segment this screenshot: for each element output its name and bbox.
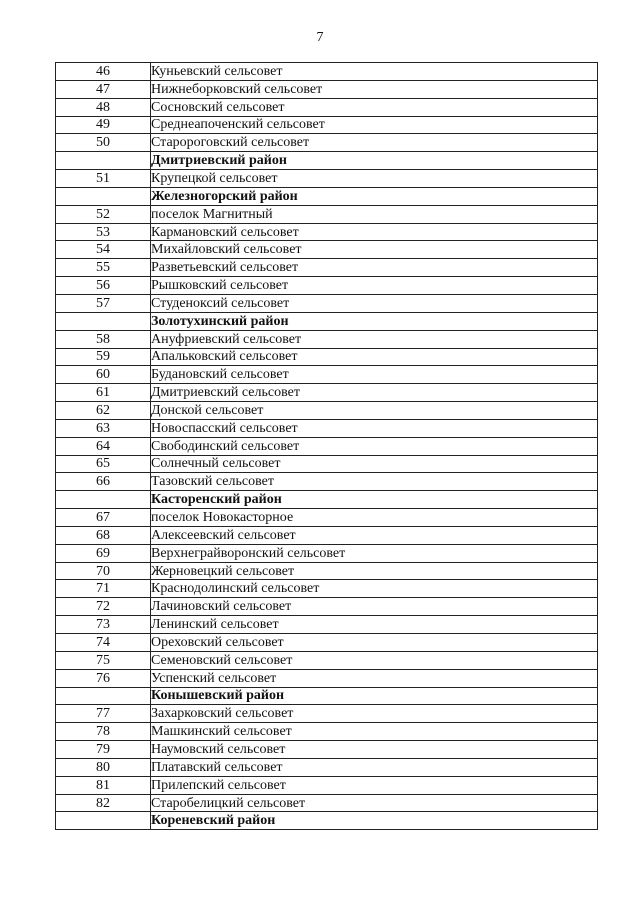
settlement-name: Свободинский сельсовет xyxy=(151,437,598,455)
table-row xyxy=(56,758,598,776)
row-number: 62 xyxy=(56,402,151,420)
row-number: 82 xyxy=(56,794,151,812)
settlement-name: Алексеевский сельсовет xyxy=(151,526,598,544)
settlement-name: Старороговский сельсовет xyxy=(151,134,598,152)
row-number: 81 xyxy=(56,776,151,794)
district-name: Дмитриевский район xyxy=(151,152,598,170)
district-row xyxy=(56,187,598,205)
settlement-name: Тазовский сельсовет xyxy=(151,473,598,491)
table-row xyxy=(56,705,598,723)
table-row xyxy=(56,330,598,348)
row-number: 59 xyxy=(56,348,151,366)
row-number: 49 xyxy=(56,116,151,134)
settlement-name: Среднеапоченский сельсовет xyxy=(151,116,598,134)
district-row xyxy=(56,491,598,509)
table-row xyxy=(56,384,598,402)
table-row xyxy=(56,723,598,741)
row-number: 70 xyxy=(56,562,151,580)
table-body xyxy=(56,63,598,830)
row-number: 47 xyxy=(56,80,151,98)
row-number: 54 xyxy=(56,241,151,259)
row-number: 68 xyxy=(56,526,151,544)
row-number: 77 xyxy=(56,705,151,723)
settlement-name: Солнечный сельсовет xyxy=(151,455,598,473)
page-number: 7 xyxy=(316,30,324,45)
settlement-name: Лачиновский сельсовет xyxy=(151,598,598,616)
table-row xyxy=(56,277,598,295)
row-number: 51 xyxy=(56,170,151,188)
table-row xyxy=(56,80,598,98)
settlement-name: Ленинский сельсовет xyxy=(151,616,598,634)
row-number: 80 xyxy=(56,758,151,776)
table-row xyxy=(56,205,598,223)
table-row xyxy=(56,437,598,455)
row-number: 64 xyxy=(56,437,151,455)
row-number: 71 xyxy=(56,580,151,598)
table-row xyxy=(56,526,598,544)
settlement-name: Машкинский сельсовет xyxy=(151,723,598,741)
row-number: 53 xyxy=(56,223,151,241)
table-row xyxy=(56,134,598,152)
row-number: 58 xyxy=(56,330,151,348)
settlement-name: Рышковский сельсовет xyxy=(151,277,598,295)
settlement-name: Студеноксий сельсовет xyxy=(151,294,598,312)
district-row xyxy=(56,152,598,170)
settlement-name: поселок Магнитный xyxy=(151,205,598,223)
table-row xyxy=(56,580,598,598)
row-number: 73 xyxy=(56,616,151,634)
table-row xyxy=(56,634,598,652)
settlement-name: Захарковский сельсовет xyxy=(151,705,598,723)
row-number xyxy=(56,312,151,330)
row-number: 60 xyxy=(56,366,151,384)
row-number: 67 xyxy=(56,509,151,527)
table-row xyxy=(56,509,598,527)
row-number: 50 xyxy=(56,134,151,152)
row-number xyxy=(56,687,151,705)
table-row xyxy=(56,259,598,277)
table-row xyxy=(56,223,598,241)
settlement-name: Новоспасский сельсовет xyxy=(151,419,598,437)
table-row xyxy=(56,455,598,473)
row-number: 55 xyxy=(56,259,151,277)
settlement-name: Апальковский сельсовет xyxy=(151,348,598,366)
district-name: Золотухинский район xyxy=(151,312,598,330)
table-row xyxy=(56,473,598,491)
district-row xyxy=(56,312,598,330)
table-row xyxy=(56,776,598,794)
table-row xyxy=(56,366,598,384)
settlement-name: Успенский сельсовет xyxy=(151,669,598,687)
table-row xyxy=(56,544,598,562)
settlement-name: Платавский сельсовет xyxy=(151,758,598,776)
row-number: 79 xyxy=(56,741,151,759)
table-row xyxy=(56,794,598,812)
row-number xyxy=(56,152,151,170)
table-row xyxy=(56,598,598,616)
settlement-name: Старобелицкий сельсовет xyxy=(151,794,598,812)
table-row xyxy=(56,419,598,437)
row-number xyxy=(56,187,151,205)
district-name: Касторенский район xyxy=(151,491,598,509)
row-number: 63 xyxy=(56,419,151,437)
table-row xyxy=(56,241,598,259)
table-row xyxy=(56,294,598,312)
settlement-name: Будановский сельсовет xyxy=(151,366,598,384)
table-row xyxy=(56,116,598,134)
table-row xyxy=(56,562,598,580)
settlement-name: Ануфриевский сельсовет xyxy=(151,330,598,348)
settlement-name: Донской сельсовет xyxy=(151,402,598,420)
settlement-name: Кармановский сельсовет xyxy=(151,223,598,241)
municipality-table xyxy=(55,62,598,830)
row-number: 66 xyxy=(56,473,151,491)
settlement-name: поселок Новокасторное xyxy=(151,509,598,527)
table-row xyxy=(56,98,598,116)
settlement-name: Верхнеграйворонский сельсовет xyxy=(151,544,598,562)
row-number: 65 xyxy=(56,455,151,473)
table-row xyxy=(56,616,598,634)
table-row xyxy=(56,348,598,366)
row-number: 75 xyxy=(56,651,151,669)
district-name: Железногорский район xyxy=(151,187,598,205)
settlement-name: Куньевский сельсовет xyxy=(151,63,598,81)
row-number: 46 xyxy=(56,63,151,81)
settlement-name: Дмитриевский сельсовет xyxy=(151,384,598,402)
table-row xyxy=(56,63,598,81)
row-number: 76 xyxy=(56,669,151,687)
table-row xyxy=(56,170,598,188)
district-row xyxy=(56,687,598,705)
settlement-name: Краснодолинский сельсовет xyxy=(151,580,598,598)
row-number: 72 xyxy=(56,598,151,616)
settlement-name: Прилепский сельсовет xyxy=(151,776,598,794)
row-number xyxy=(56,812,151,830)
row-number: 52 xyxy=(56,205,151,223)
settlement-name: Крупецкой сельсовет xyxy=(151,170,598,188)
settlement-name: Нижнеборковский сельсовет xyxy=(151,80,598,98)
settlement-name: Сосновский сельсовет xyxy=(151,98,598,116)
row-number xyxy=(56,491,151,509)
row-number: 56 xyxy=(56,277,151,295)
settlement-name: Разветьевский сельсовет xyxy=(151,259,598,277)
settlement-name: Михайловский сельсовет xyxy=(151,241,598,259)
settlement-name: Семеновский сельсовет xyxy=(151,651,598,669)
table-row xyxy=(56,669,598,687)
table-row xyxy=(56,741,598,759)
row-number: 78 xyxy=(56,723,151,741)
row-number: 48 xyxy=(56,98,151,116)
table-row xyxy=(56,402,598,420)
row-number: 69 xyxy=(56,544,151,562)
district-name: Конышевский район xyxy=(151,687,598,705)
district-row xyxy=(56,812,598,830)
district-name: Кореневский район xyxy=(151,812,598,830)
row-number: 74 xyxy=(56,634,151,652)
row-number: 57 xyxy=(56,294,151,312)
settlement-name: Жерновецкий сельсовет xyxy=(151,562,598,580)
settlement-name: Ореховский сельсовет xyxy=(151,634,598,652)
settlement-name: Наумовский сельсовет xyxy=(151,741,598,759)
row-number: 61 xyxy=(56,384,151,402)
table-row xyxy=(56,651,598,669)
